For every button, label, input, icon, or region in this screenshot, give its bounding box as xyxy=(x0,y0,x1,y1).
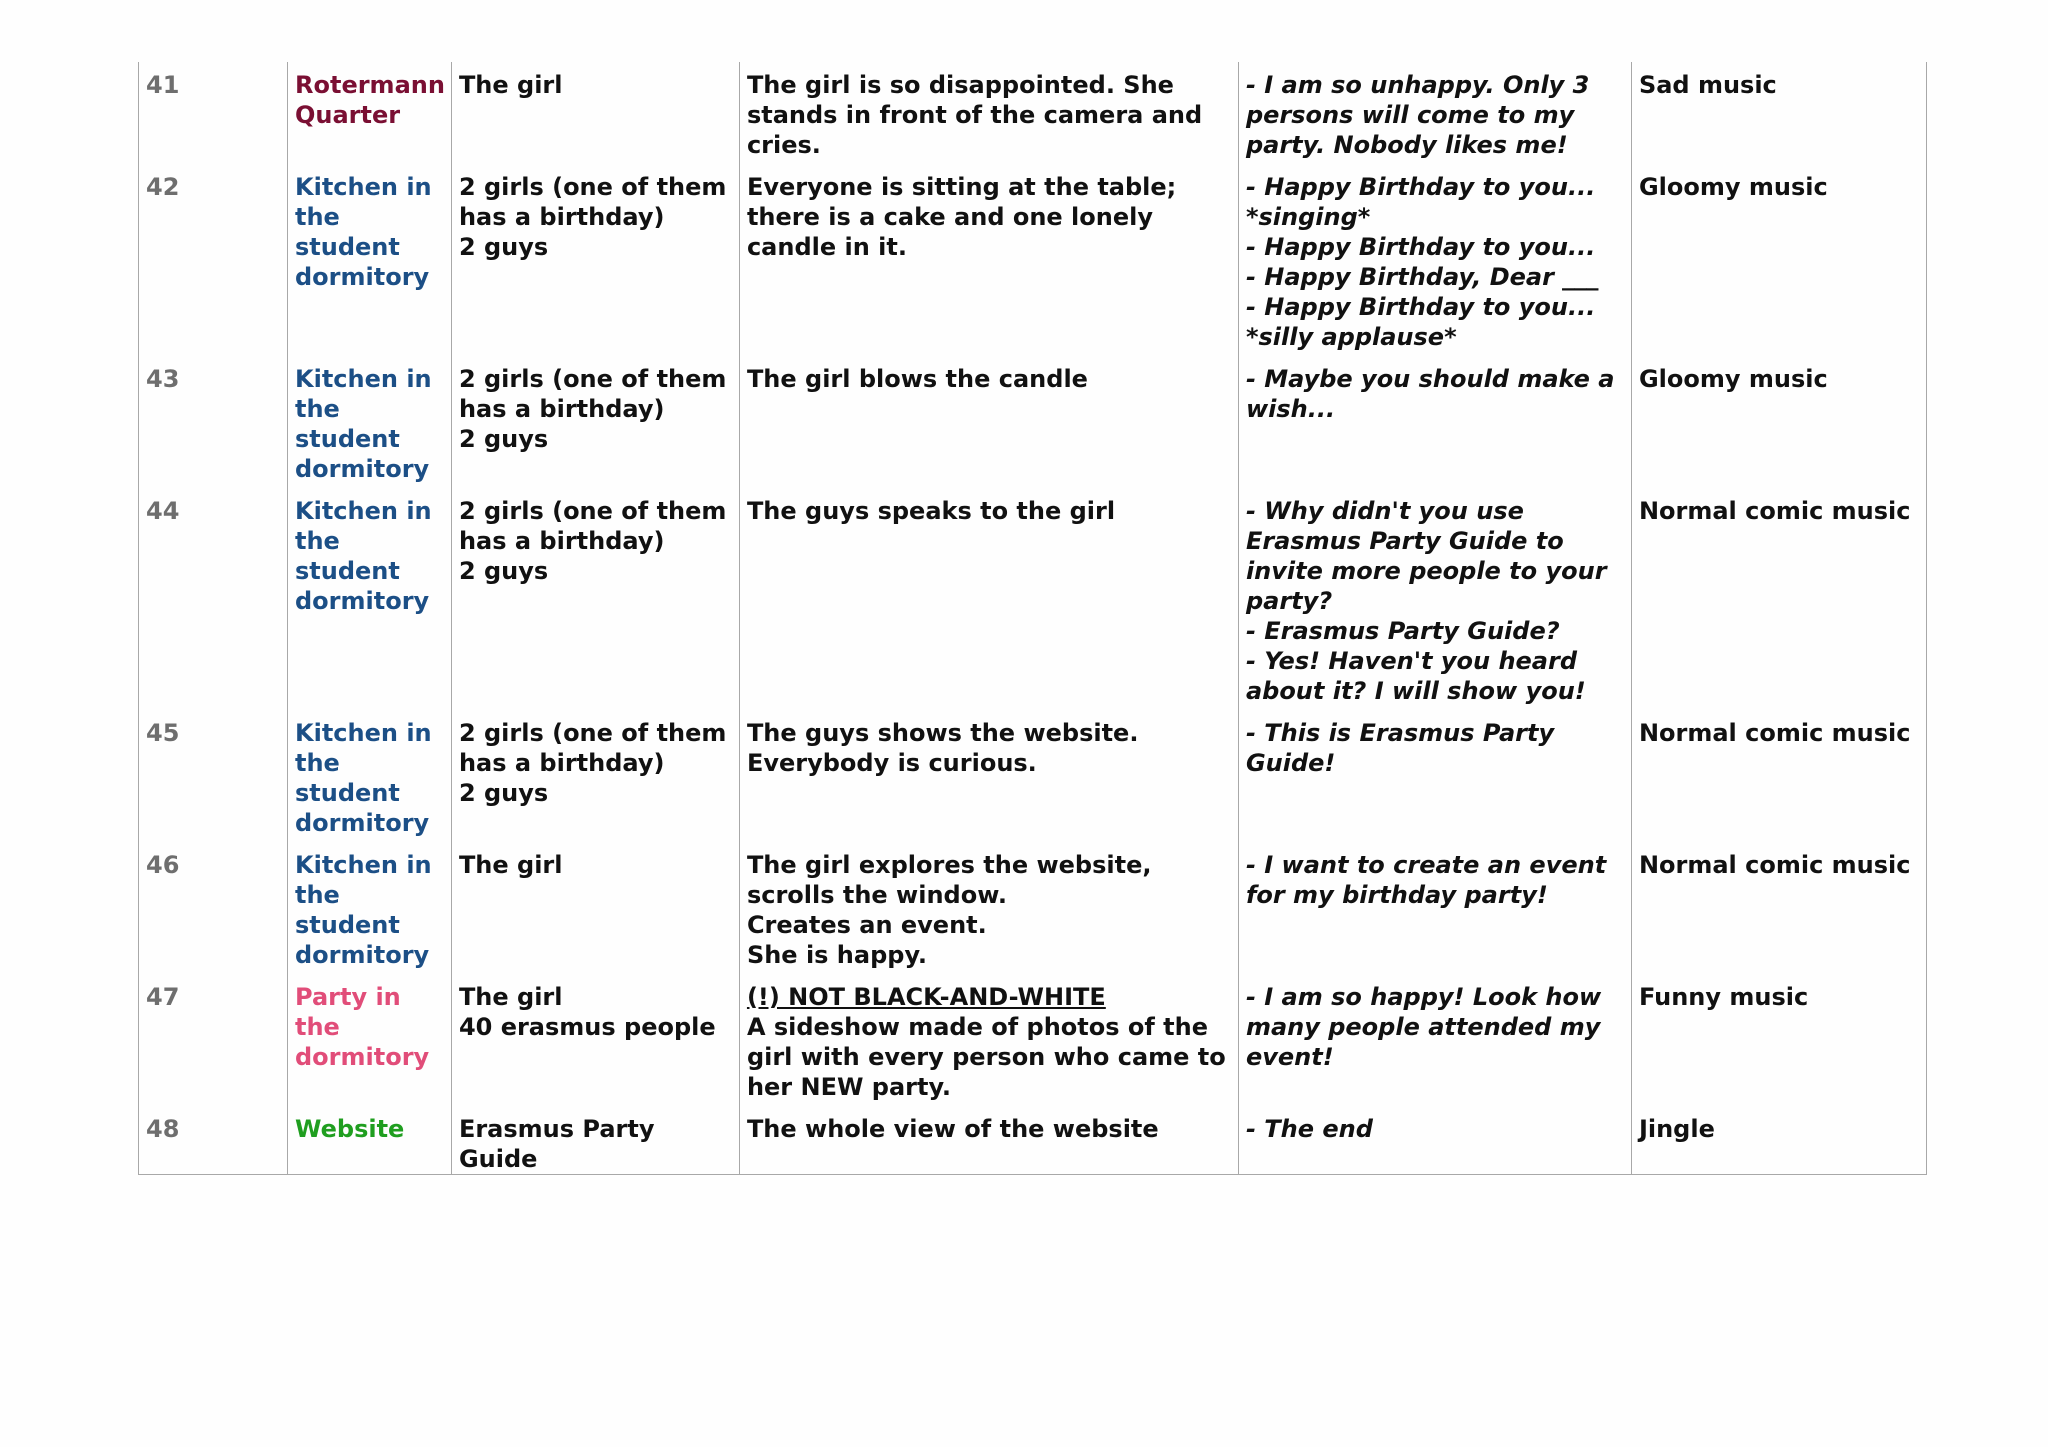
scene-characters xyxy=(451,356,739,488)
character-line: 2 girls (one of them has a birthday) xyxy=(458,365,735,423)
scene-characters xyxy=(451,974,739,1106)
scene-dialogue xyxy=(1238,842,1631,974)
table-row xyxy=(139,356,1927,488)
character-line: 2 guys xyxy=(458,233,549,261)
scene-action xyxy=(739,488,1238,710)
scene-location: Kitchen in the student dormitory xyxy=(288,842,452,974)
scene-characters xyxy=(451,164,739,356)
action-line: A sideshow made of photos of the girl with every person who came to her NEW party. xyxy=(746,1013,1235,1101)
character-line: Erasmus Party Guide xyxy=(458,1115,663,1173)
dialogue-line: - I want to create an event for my birthday party! xyxy=(1245,851,1615,909)
scene-action xyxy=(739,1106,1238,1175)
dialogue-line: - Happy Birthday, Dear ___ xyxy=(1245,263,1599,291)
scene-location: Website xyxy=(288,1106,452,1175)
scene-characters xyxy=(451,488,739,710)
scene-location: Kitchen in the student dormitory xyxy=(288,710,452,842)
table-row xyxy=(139,710,1927,842)
scene-number: 46 xyxy=(139,842,288,974)
scene-characters xyxy=(451,710,739,842)
scene-location: Kitchen in the student dormitory xyxy=(288,356,452,488)
character-line: 40 erasmus people xyxy=(458,1013,716,1041)
character-line: 2 girls (one of them has a birthday) xyxy=(458,719,735,777)
dialogue-line: - Happy Birthday to you... xyxy=(1245,293,1596,321)
character-line: 2 guys xyxy=(458,557,549,585)
scene-action xyxy=(739,842,1238,974)
dialogue-line: - Yes! Haven't you heard about it? I will show you! xyxy=(1245,647,1586,705)
scene-music: Funny music xyxy=(1631,974,1926,1106)
scene-music: Normal comic music xyxy=(1631,488,1926,710)
scene-number: 48 xyxy=(139,1106,288,1175)
character-line: The girl xyxy=(458,851,563,879)
action-line: The girl is so disappointed. She stands in front of the camera and cries. xyxy=(746,71,1211,159)
dialogue-line: - Why didn't you use Erasmus Party Guide to invite more people to your party? xyxy=(1245,497,1615,615)
dialogue-line: *singing* xyxy=(1245,203,1371,231)
character-line: 2 girls (one of them has a birthday) xyxy=(458,173,735,231)
scene-number: 45 xyxy=(139,710,288,842)
screenplay-table xyxy=(138,62,1927,1175)
scene-music: Jingle xyxy=(1631,1106,1926,1175)
action-line: Creates an event. xyxy=(746,911,987,939)
scene-number: 44 xyxy=(139,488,288,710)
scene-number: 43 xyxy=(139,356,288,488)
action-line: Everyone is sitting at the table; there is a cake and one lonely candle in it. xyxy=(746,173,1185,261)
action-line: The girl explores the website, scrolls the window. xyxy=(746,851,1160,909)
scene-characters xyxy=(451,1106,739,1175)
action-line: She is happy. xyxy=(746,941,928,969)
dialogue-line: - I am so happy! Look how many people attended my event! xyxy=(1245,983,1610,1071)
dialogue-line: - Happy Birthday to you... xyxy=(1245,233,1596,261)
character-line: The girl xyxy=(458,71,563,99)
scene-location: Kitchen in the student dormitory xyxy=(288,164,452,356)
scene-dialogue xyxy=(1238,488,1631,710)
dialogue-line: *silly applause* xyxy=(1245,323,1457,351)
action-heading: (!) NOT BLACK-AND-WHITE xyxy=(746,983,1106,1011)
dialogue-line: - Happy Birthday to you... xyxy=(1245,173,1596,201)
action-line: The girl blows the candle xyxy=(746,365,1088,393)
scene-music: Gloomy music xyxy=(1631,164,1926,356)
scene-dialogue xyxy=(1238,710,1631,842)
action-line: The whole view of the website xyxy=(746,1115,1159,1143)
dialogue-line: - This is Erasmus Party Guide! xyxy=(1245,719,1563,777)
scene-number: 47 xyxy=(139,974,288,1106)
scene-dialogue xyxy=(1238,974,1631,1106)
dialogue-line: - I am so unhappy. Only 3 persons will come to my party. Nobody likes me! xyxy=(1245,71,1598,159)
table-row xyxy=(139,488,1927,710)
character-line: 2 guys xyxy=(458,425,549,453)
scene-action xyxy=(739,356,1238,488)
table-row xyxy=(139,974,1927,1106)
scene-action xyxy=(739,710,1238,842)
scene-number: 41 xyxy=(139,62,288,164)
scene-dialogue xyxy=(1238,164,1631,356)
character-line: 2 girls (one of them has a birthday) xyxy=(458,497,735,555)
character-line: The girl xyxy=(458,983,563,1011)
dialogue-line: - Maybe you should make a wish... xyxy=(1245,365,1623,423)
scene-location: Kitchen in the student dormitory xyxy=(288,488,452,710)
dialogue-line: - Erasmus Party Guide? xyxy=(1245,617,1560,645)
scene-action xyxy=(739,164,1238,356)
table-row xyxy=(139,1106,1927,1175)
scene-number: 42 xyxy=(139,164,288,356)
scene-dialogue xyxy=(1238,356,1631,488)
scene-dialogue xyxy=(1238,1106,1631,1175)
scene-location: Party in the dormitory xyxy=(288,974,452,1106)
scene-music: Sad music xyxy=(1631,62,1926,164)
scene-characters xyxy=(451,842,739,974)
table-row xyxy=(139,164,1927,356)
action-line: The guys shows the website. xyxy=(746,719,1139,747)
table-row xyxy=(139,842,1927,974)
scene-action xyxy=(739,62,1238,164)
scene-music: Normal comic music xyxy=(1631,710,1926,842)
scene-music: Normal comic music xyxy=(1631,842,1926,974)
action-line: The guys speaks to the girl xyxy=(746,497,1116,525)
dialogue-line: - The end xyxy=(1245,1115,1373,1143)
scene-music: Gloomy music xyxy=(1631,356,1926,488)
scene-dialogue xyxy=(1238,62,1631,164)
scene-location: Rotermann Quarter xyxy=(288,62,452,164)
table-row xyxy=(139,62,1927,164)
scene-characters xyxy=(451,62,739,164)
scene-action xyxy=(739,974,1238,1106)
character-line: 2 guys xyxy=(458,779,549,807)
action-line: Everybody is curious. xyxy=(746,749,1037,777)
